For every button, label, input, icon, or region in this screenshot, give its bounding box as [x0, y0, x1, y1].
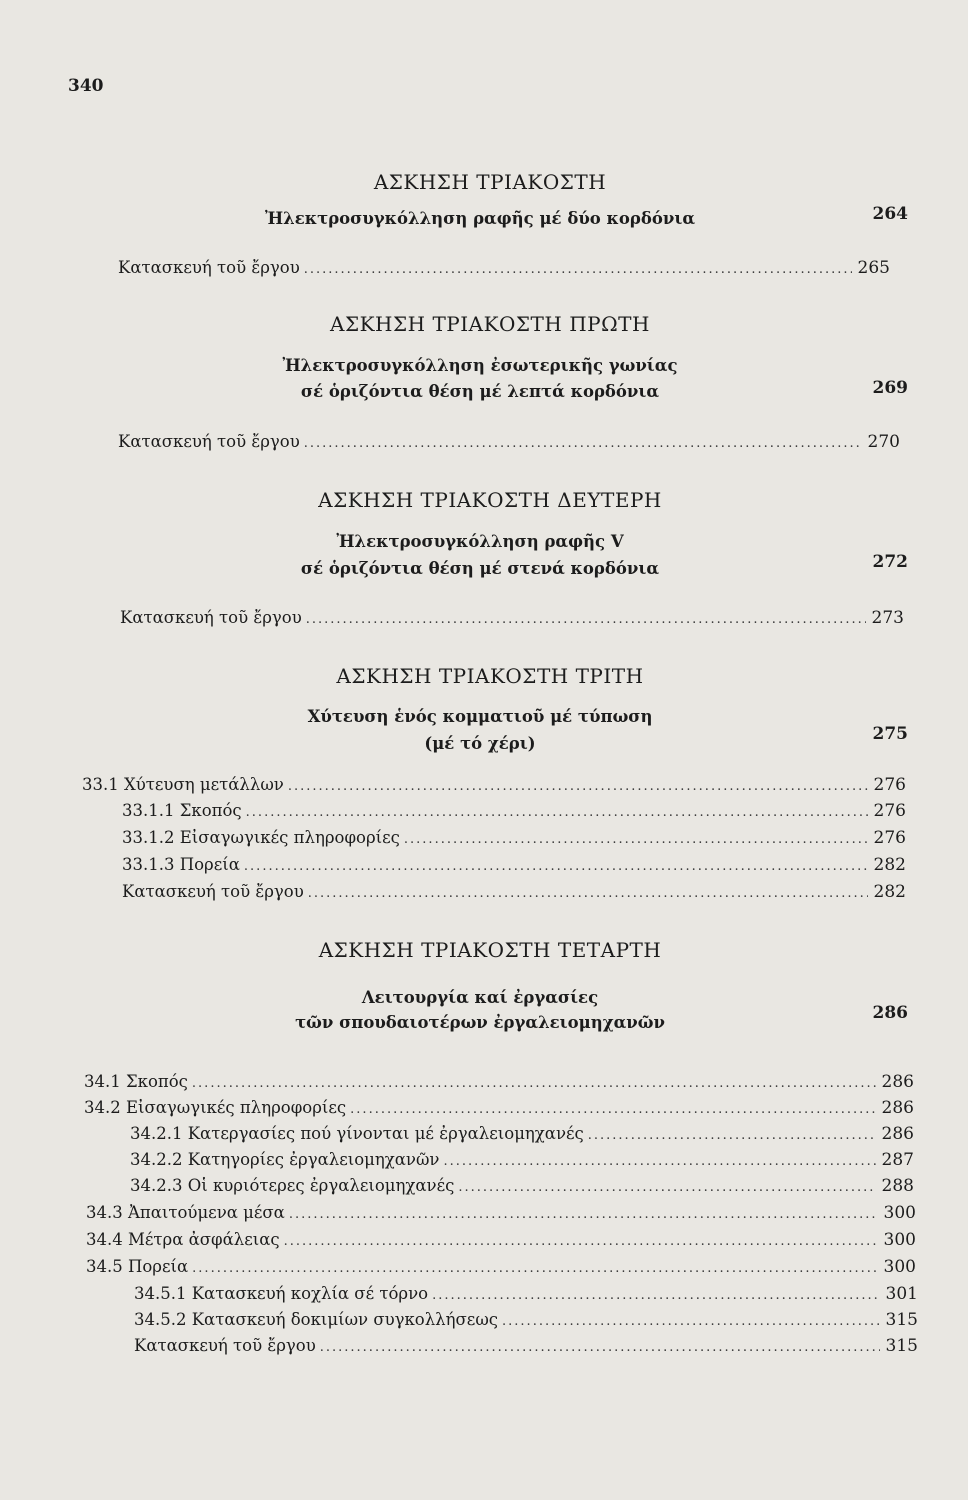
- section-page: 272: [872, 552, 908, 572]
- toc-entry[interactable]: [134, 1284, 918, 1304]
- entry-label: Κατασκευή τοῦ ἔργου: [118, 432, 300, 451]
- entry-label: 34.3 Ἀπαιτούμενα μέσα: [86, 1203, 285, 1222]
- entry-label: Κατασκευή τοῦ ἔργου: [118, 258, 300, 277]
- toc-entry[interactable]: [86, 1257, 916, 1277]
- toc-entry[interactable]: [130, 1176, 914, 1196]
- section-subtitle: Χύτευση ἑνός κομματιοῦ μέ τύπωση: [307, 707, 653, 726]
- section-subtitle: Ἠλεκτροσυγκόλληση ραφῆς V: [336, 532, 624, 551]
- entry-label: 34.4 Μέτρα ἀσφάλειας: [86, 1230, 280, 1249]
- entry-page: 300: [883, 1203, 916, 1223]
- section-heading: ΑΣΚΗΣΗ ΤΡΙΑΚΟΣΤΗ ΤΡΙΤΗ: [336, 664, 644, 688]
- entry-label: 34.2.3 Οἱ κυριότερες ἐργαλειομηχανές: [130, 1176, 455, 1195]
- entry-label: 34.1 Σκοπός: [84, 1072, 188, 1091]
- section-page: 264: [872, 204, 908, 224]
- toc-entry[interactable]: [122, 801, 906, 821]
- dot-leader: [304, 436, 862, 451]
- entry-page: 300: [883, 1230, 916, 1250]
- entry-page: 282: [873, 855, 906, 875]
- dot-leader: [588, 1128, 876, 1143]
- dot-leader: [502, 1314, 880, 1329]
- entry-label: 34.5 Πορεία: [86, 1257, 189, 1276]
- entry-label: Κατασκευή τοῦ ἔργου: [134, 1336, 316, 1355]
- entry-page: 276: [873, 828, 906, 848]
- section-subtitle: τῶν σπουδαιοτέρων ἐργαλειομηχανῶν: [295, 1013, 665, 1032]
- entry-page: 301: [885, 1284, 918, 1304]
- toc-entry[interactable]: [130, 1150, 914, 1170]
- entry-label: 34.2 Εἰσαγωγικές πληροφορίες: [84, 1098, 347, 1117]
- entry-label: 33.1.1 Σκοπός: [122, 801, 242, 820]
- section-subtitle: Λειτουργία καί ἐργασίες: [361, 988, 599, 1007]
- entry-page: 286: [881, 1098, 914, 1118]
- entry-page: 287: [881, 1150, 914, 1170]
- section-subtitle: (μέ τό χέρι): [424, 734, 536, 753]
- section-subtitle: Ἠλεκτροσυγκόλληση ἐσωτερικῆς γωνίας: [282, 356, 678, 375]
- entry-page: 315: [885, 1310, 918, 1330]
- toc-entry[interactable]: [130, 1124, 914, 1144]
- toc-entry[interactable]: [122, 855, 906, 875]
- entry-page: 286: [881, 1072, 914, 1092]
- entry-page: 270: [867, 432, 900, 452]
- dot-leader: [192, 1261, 877, 1276]
- toc-entry[interactable]: [118, 432, 900, 452]
- toc-entry[interactable]: [118, 258, 890, 278]
- section-heading: ΑΣΚΗΣΗ ΤΡΙΑΚΟΣΤΗ ΤΕΤΑΡΤΗ: [318, 938, 662, 962]
- section-page: 286: [872, 1003, 908, 1023]
- toc-entry[interactable]: [122, 882, 906, 902]
- entry-page: 288: [881, 1176, 914, 1196]
- entry-page: 265: [857, 258, 890, 278]
- section-heading: ΑΣΚΗΣΗ ΤΡΙΑΚΟΣΤΗ ΠΡΩΤΗ: [330, 312, 650, 336]
- entry-label: Κατασκευή τοῦ ἔργου: [122, 882, 304, 901]
- entry-label: 34.5.1 Κατασκευή κοχλία σέ τόρνο: [134, 1284, 429, 1303]
- toc-entry[interactable]: [86, 1203, 916, 1223]
- dot-leader: [246, 805, 868, 820]
- entry-page: 286: [881, 1124, 914, 1144]
- toc-entry[interactable]: [84, 1098, 914, 1118]
- dot-leader: [284, 1234, 878, 1249]
- toc-entry[interactable]: [84, 1072, 914, 1092]
- entry-label: 34.2.2 Κατηγορίες ἐργαλειομηχανῶν: [130, 1150, 440, 1169]
- entry-page: 282: [873, 882, 906, 902]
- entry-label: 33.1.3 Πορεία: [122, 855, 240, 874]
- section-subtitle: σέ ὁριζόντια θέση μέ στενά κορδόνια: [300, 559, 660, 578]
- page-number: 340: [68, 76, 104, 96]
- dot-leader: [308, 886, 868, 901]
- dot-leader: [306, 612, 866, 627]
- section-subtitle: σέ ὁριζόντια θέση μέ λεπτά κορδόνια: [300, 382, 660, 401]
- toc-entry[interactable]: [120, 608, 904, 628]
- toc-entry[interactable]: [134, 1336, 918, 1356]
- dot-leader: [289, 1207, 878, 1222]
- dot-leader: [404, 832, 868, 847]
- entry-label: 33.1.2 Εἰσαγωγικές πληροφορίες: [122, 828, 400, 847]
- dot-leader: [288, 779, 868, 794]
- dot-leader: [192, 1076, 876, 1091]
- entry-label: 34.5.2 Κατασκευή δοκιμίων συγκολλήσεως: [134, 1310, 499, 1329]
- section-heading: ΑΣΚΗΣΗ ΤΡΙΑΚΟΣΤΗ ΔΕΥΤΕΡΗ: [318, 488, 662, 512]
- dot-leader: [443, 1154, 875, 1169]
- toc-entry[interactable]: [86, 1230, 916, 1250]
- entry-page: 273: [871, 608, 904, 628]
- section-subtitle: Ἠλεκτροσυγκόλληση ραφῆς μέ δύο κορδόνια: [264, 209, 696, 228]
- section-page: 269: [872, 378, 908, 398]
- toc-entry[interactable]: [134, 1310, 918, 1330]
- dot-leader: [458, 1180, 875, 1195]
- entry-page: 276: [873, 775, 906, 795]
- dot-leader: [304, 262, 852, 277]
- dot-leader: [432, 1288, 879, 1303]
- entry-label: Κατασκευή τοῦ ἔργου: [120, 608, 302, 627]
- entry-page: 300: [883, 1257, 916, 1277]
- toc-entry[interactable]: [82, 775, 906, 795]
- section-heading: ΑΣΚΗΣΗ ΤΡΙΑΚΟΣΤΗ: [373, 170, 607, 194]
- entry-label: 33.1 Χύτευση μετάλλων: [82, 775, 284, 794]
- section-page: 275: [872, 724, 908, 744]
- entry-page: 315: [885, 1336, 918, 1356]
- dot-leader: [244, 859, 868, 874]
- entry-label: 34.2.1 Κατεργασίες πού γίνονται μέ ἐργαλειομηχανές: [130, 1124, 584, 1143]
- dot-leader: [320, 1340, 880, 1355]
- toc-entry[interactable]: [122, 828, 906, 848]
- dot-leader: [350, 1102, 875, 1117]
- entry-page: 276: [873, 801, 906, 821]
